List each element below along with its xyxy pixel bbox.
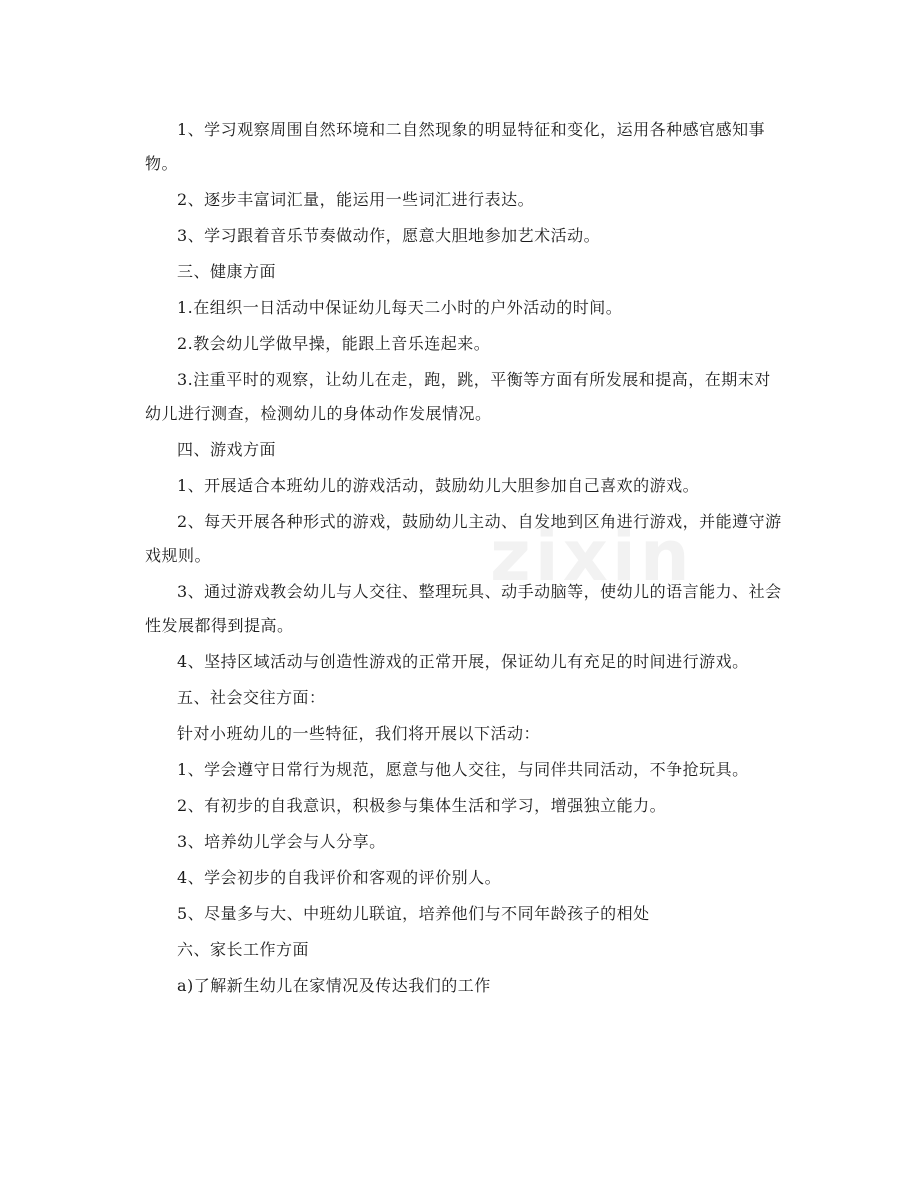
paragraph: 3.注重平时的观察，让幼儿在走，跑，跳，平衡等方面有所发展和提高，在期末对幼儿进行测查，检测幼儿的身体动作发展情况。 bbox=[145, 370, 771, 423]
paragraph: 1、开展适合本班幼儿的游戏活动，鼓励幼儿大胆参加自己喜欢的游戏。 bbox=[177, 476, 700, 495]
paragraph: 3、学习跟着音乐节奏做动作，愿意大胆地参加艺术活动。 bbox=[177, 226, 601, 245]
paragraph: 2、逐步丰富词汇量，能运用一些词汇进行表达。 bbox=[177, 190, 535, 209]
paragraph: 1.在组织一日活动中保证幼儿每天二小时的户外活动的时间。 bbox=[177, 298, 623, 317]
section-heading: 三、健康方面 bbox=[177, 262, 277, 281]
paragraph: 1、学习观察周围自然环境和二自然现象的明显特征和变化，运用各种感官感知事物。 bbox=[145, 120, 766, 173]
paragraph: 4、学会初步的自我评价和客观的评价别人。 bbox=[177, 868, 502, 887]
paragraph: 3、培养幼儿学会与人分享。 bbox=[177, 832, 386, 851]
paragraph: 1、学会遵守日常行为规范，愿意与他人交往，与同伴共同活动，不争抢玩具。 bbox=[177, 760, 749, 779]
watermark: zixin bbox=[490, 515, 694, 597]
section-heading: 四、游戏方面 bbox=[177, 440, 277, 459]
paragraph: 2、有初步的自我意识，积极参与集体生活和学习，增强独立能力。 bbox=[177, 796, 667, 815]
paragraph: 4、坚持区域活动与创造性游戏的正常开展，保证幼儿有充足的时间进行游戏。 bbox=[177, 652, 749, 671]
paragraph: 3、通过游戏教会幼儿与人交往、整理玩具、动手动脑等，使幼儿的语言能力、社会性发展都得到提高。 bbox=[145, 582, 782, 635]
paragraph: 5、尽量多与大、中班幼儿联谊，培养他们与不同年龄孩子的相处 bbox=[177, 904, 650, 923]
paragraph: 2.教会幼儿学做早操，能跟上音乐连起来。 bbox=[177, 334, 491, 353]
section-heading: 六、家长工作方面 bbox=[177, 940, 310, 959]
document-body bbox=[145, 113, 785, 1005]
section-heading: 五、社会交往方面： bbox=[177, 688, 326, 707]
paragraph: 针对小班幼儿的一些特征，我们将开展以下活动： bbox=[177, 724, 541, 743]
paragraph: a)了解新生幼儿在家情况及传达我们的工作 bbox=[177, 976, 491, 995]
paragraph: 2、每天开展各种形式的游戏，鼓励幼儿主动、自发地到区角进行游戏，并能遵守游戏规则。 bbox=[145, 512, 782, 565]
